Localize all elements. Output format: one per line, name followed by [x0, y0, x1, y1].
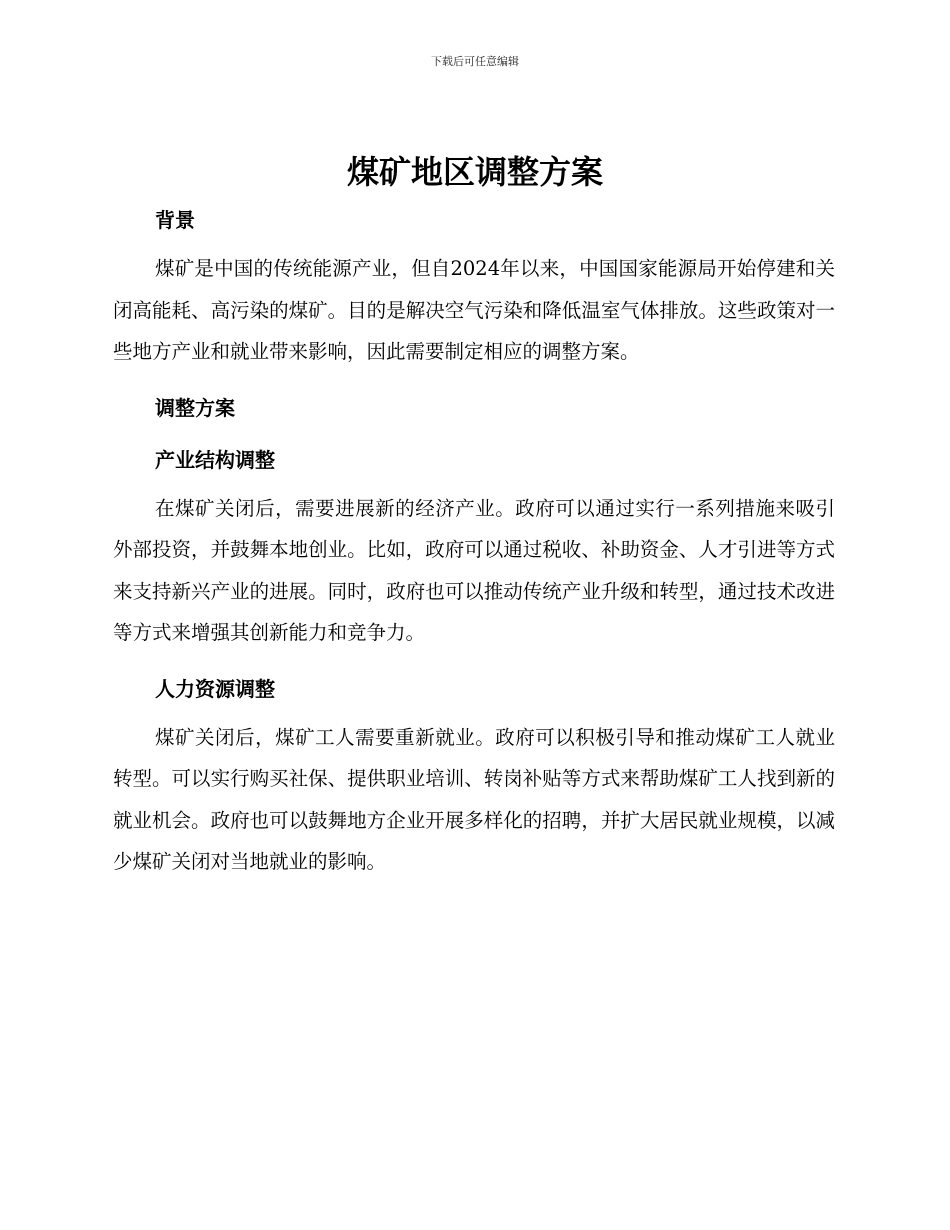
paragraph-hr: 煤矿关闭后，煤矿工人需要重新就业。政府可以积极引导和推动煤矿工人就业转型。可以实行购买社保、提供职业培训、转岗补贴等方式来帮助煤矿工人找到新的就业机会。政府也可以鼓舞地方企业开展多样化的招聘，并扩大居民就业规模，以减少煤矿关闭对当地就业的影响。: [113, 725, 835, 873]
section-heading-industry: 产业结构调整: [155, 447, 275, 472]
section-heading-background: 背景: [155, 208, 195, 232]
document-body: [113, 200, 835, 883]
spacer: [113, 654, 835, 669]
paragraph-industry: 在煤矿关闭后，需要进展新的经济产业。政府可以通过实行一系列措施来吸引外部投资，并鼓舞本地创业。比如，政府可以通过税收、补助资金、人才引进等方式来支持新兴产业的进展。同时，政府也可以推动传统产业升级和转型，通过技术改进等方式来增强其创新能力和竞争力。: [113, 496, 835, 644]
spacer: [113, 373, 835, 388]
spacer: [113, 709, 835, 717]
page-header-note: 下载后可任意编辑: [431, 55, 519, 68]
paragraph-background: 煤矿是中国的传统能源产业，但自2024年以来，中国国家能源局开始停建和关闭高能耗、高污染的煤矿。目的是解决空气污染和降低温室气体排放。这些政策对一些地方产业和就业带来影响，因此需要制定相应的调整方案。: [113, 257, 835, 363]
spacer: [113, 240, 835, 248]
spacer: [113, 428, 835, 440]
spacer: [113, 480, 835, 488]
document-title: 煤矿地区调整方案: [346, 153, 603, 191]
section-heading-hr: 人力资源调整: [155, 676, 275, 701]
section-heading-plan: 调整方案: [155, 395, 235, 420]
